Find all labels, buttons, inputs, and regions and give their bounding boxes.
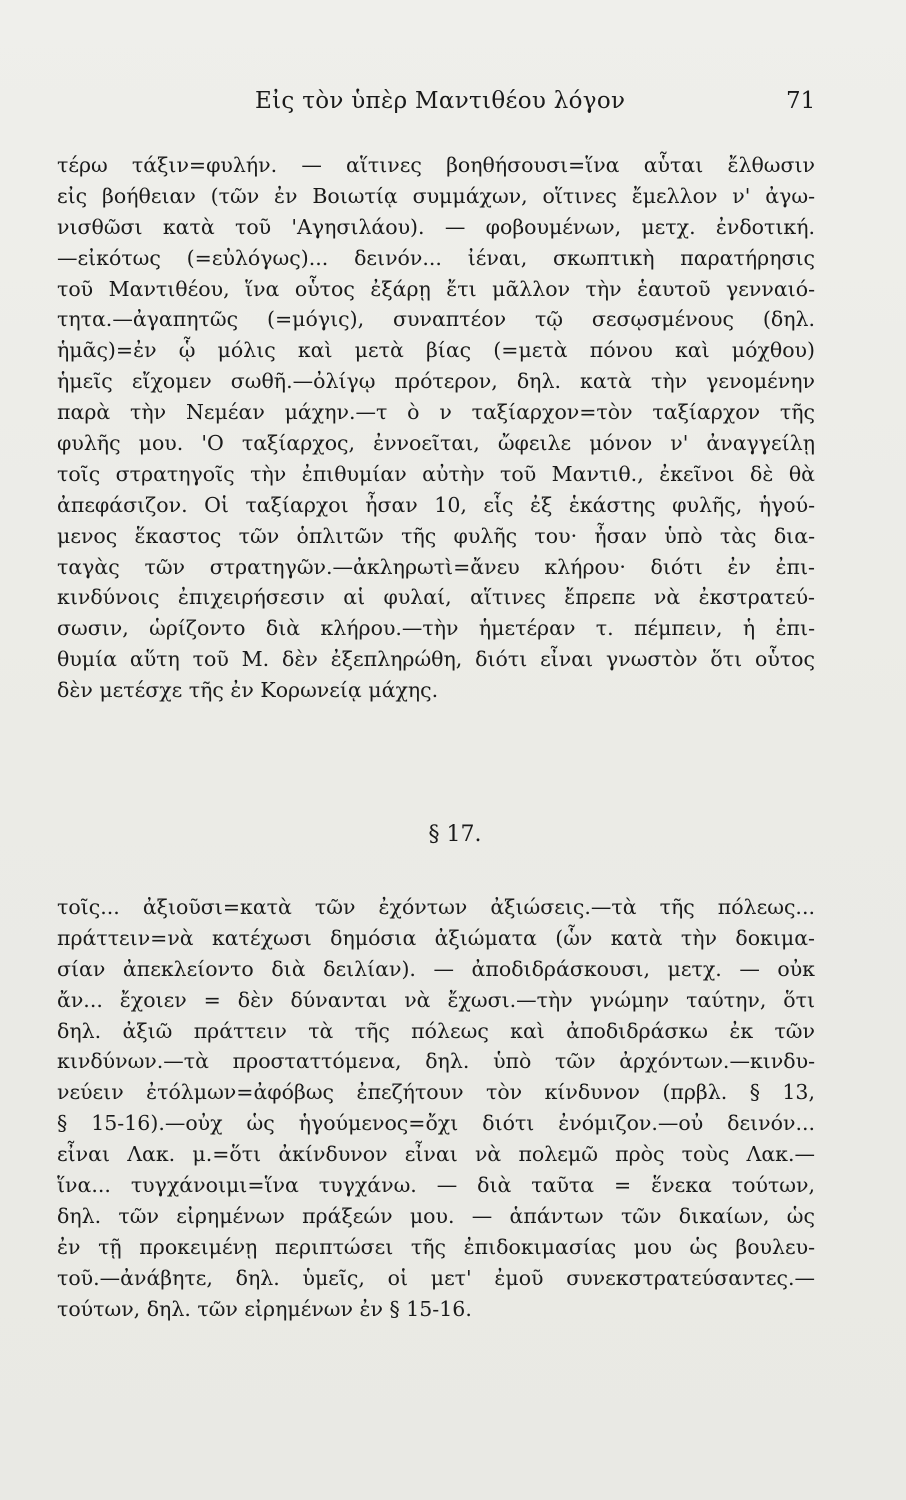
text-line: τοῖς... ἀξιοῦσι=κατὰ τῶν ἐχόντων ἀξιώσεις.—τὰ τῆς πόλεως...	[57, 895, 815, 919]
text-line: § 15-16).—οὐχ ὡς ἡγούμενος=ὄχι διότι ἐνόμιζον.—οὐ δεινόν...	[57, 1111, 815, 1136]
text-line: ἄν... ἔχοιεν = δὲν δύνανται νὰ ἔχωσι.—τὴν γνώμην ταύτην, ὅτι	[57, 987, 815, 1012]
text-line: τούτων, δηλ. τῶν εἰρημένων ἐν § 15-16.	[57, 1296, 472, 1321]
text-line: ἡμᾶς)=ἐν ᾧ μόλις καὶ μετὰ βίας (=μετὰ πόνου καὶ μόχθου)	[57, 338, 815, 363]
text-line: ἵνα... τυγχάνοιμι=ἵνα τυγχάνω. — διὰ ταῦτα = ἕνεκα τούτων,	[57, 1173, 815, 1198]
text-line: εἰς βοήθειαν (τῶν ἐν Βοιωτίᾳ συμμάχων, οἵτινες ἔμελλον ν' ἀγω-	[57, 183, 815, 208]
text-line: ταγὰς τῶν στρατηγῶν.—ἀκληρωτὶ=ἄνευ κλήρου· διότι ἐν ἐπι-	[57, 554, 815, 579]
text-line: σωσιν, ὡρίζοντο διὰ κλήρου.—τὴν ἡμετέραν τ. πέμπειν, ἡ ἐπι-	[57, 616, 815, 641]
text-line: τοῦ.—ἀνάβητε, δηλ. ὑμεῖς, οἱ μετ' ἐμοῦ συνεκστρατεύσαντες.—	[57, 1265, 815, 1290]
commentary-paragraph-2	[57, 892, 815, 1324]
text-line: ἐν τῇ προκειμένῃ περιπτώσει τῆς ἐπιδοκιμασίας μου ὡς βουλευ-	[57, 1234, 815, 1259]
text-line: τητα.—ἀγαπητῶς (=μόγις), συναπτέον τῷ σεσῳσμένους (δηλ.	[57, 307, 815, 332]
page-number: 71	[786, 88, 816, 114]
text-line: κινδύνοις ἐπιχειρήσεσιν αἱ φυλαί, αἵτινες ἔπρεπε νὰ ἐκστρατεύ-	[57, 585, 815, 610]
text-line: νεύειν ἐτόλμων=ἀφόβως ἐπεζήτουν τὸν κίνδυνον (πρβλ. § 13,	[57, 1080, 815, 1105]
text-line: φυλῆς μου. 'Ο ταξίαρχος, ἐννοεῖται, ὤφειλε μόνον ν' ἀναγγείλῃ	[57, 431, 815, 456]
text-line: μενος ἕκαστος τῶν ὁπλιτῶν τῆς φυλῆς του· ἦσαν ὑπὸ τὰς δια-	[57, 523, 815, 548]
text-line: τοῦ Μαντιθέου, ἵνα οὗτος ἐξάρῃ ἔτι μᾶλλον τὴν ἑαυτοῦ γενναιό-	[57, 276, 815, 301]
text-line: κινδύνων.—τὰ προσταττόμενα, δηλ. ὑπὸ τῶν ἀρχόντων.—κινδυ-	[57, 1049, 815, 1074]
text-line: εἶναι Λακ. μ.=ὅτι ἀκίνδυνον εἶναι νὰ πολεμῶ πρὸς τοὺς Λακ.—	[57, 1142, 815, 1167]
text-line: δηλ. τῶν εἰρημένων πράξεών μου. — ἁπάντων τῶν δικαίων, ὡς	[57, 1203, 815, 1228]
text-line: δὲν μετέσχε τῆς ἐν Κορωνείᾳ μάχης.	[57, 678, 439, 703]
text-line: θυμία αὕτη τοῦ Μ. δὲν ἐξεπληρώθη, διότι εἶναι γνωστὸν ὅτι οὗτος	[57, 647, 815, 672]
text-line: ἡμεῖς εἴχομεν σωθῆ.—ὀλίγῳ πρότερον, δηλ. κατὰ τὴν γενομένην	[57, 369, 815, 394]
running-head	[0, 88, 906, 128]
text-line: νισθῶσι κατὰ τοῦ 'Αγησιλάου). — φοβουμένων, μετχ. ἐνδοτική.	[57, 214, 815, 239]
commentary-paragraph-1	[57, 150, 815, 706]
text-line: τέρω τάξιν=φυλήν. — αἵτινες βοηθήσουσι=ἵνα αὗται ἔλθωσιν	[57, 153, 815, 177]
text-line: ἀπεφάσιζον. Οἱ ταξίαρχοι ἦσαν 10, εἷς ἐξ ἑκάστης φυλῆς, ἡγού-	[57, 492, 815, 517]
running-head-title: Εἰς τὸν ὑπὲρ Μαντιθέου λόγον	[255, 88, 626, 114]
section-heading	[0, 822, 906, 847]
text-line: —εἰκότως (=εὐλόγως)... δεινόν... ἰέναι, σκωπτικὴ παρατήρησις	[57, 245, 815, 270]
text-line: πράττειν=νὰ κατέχωσι δημόσια ἀξιώματα (ὧν κατὰ τὴν δοκιμα-	[57, 925, 815, 950]
section-number: § 17.	[428, 822, 482, 847]
text-line: παρὰ τὴν Νεμέαν μάχην.—τ ὸ ν ταξίαρχον=τὸν ταξίαρχον τῆς	[57, 400, 815, 425]
text-line: δηλ. ἀξιῶ πράττειν τὰ τῆς πόλεως καὶ ἀποδιδράσκω ἐκ τῶν	[57, 1018, 815, 1043]
text-line: σίαν ἀπεκλείοντο διὰ δειλίαν). — ἀποδιδράσκουσι, μετχ. — οὐκ	[57, 956, 815, 981]
text-line: τοῖς στρατηγοῖς τὴν ἐπιθυμίαν αὐτὴν τοῦ Μαντιθ., ἐκεῖνοι δὲ θὰ	[57, 461, 815, 486]
